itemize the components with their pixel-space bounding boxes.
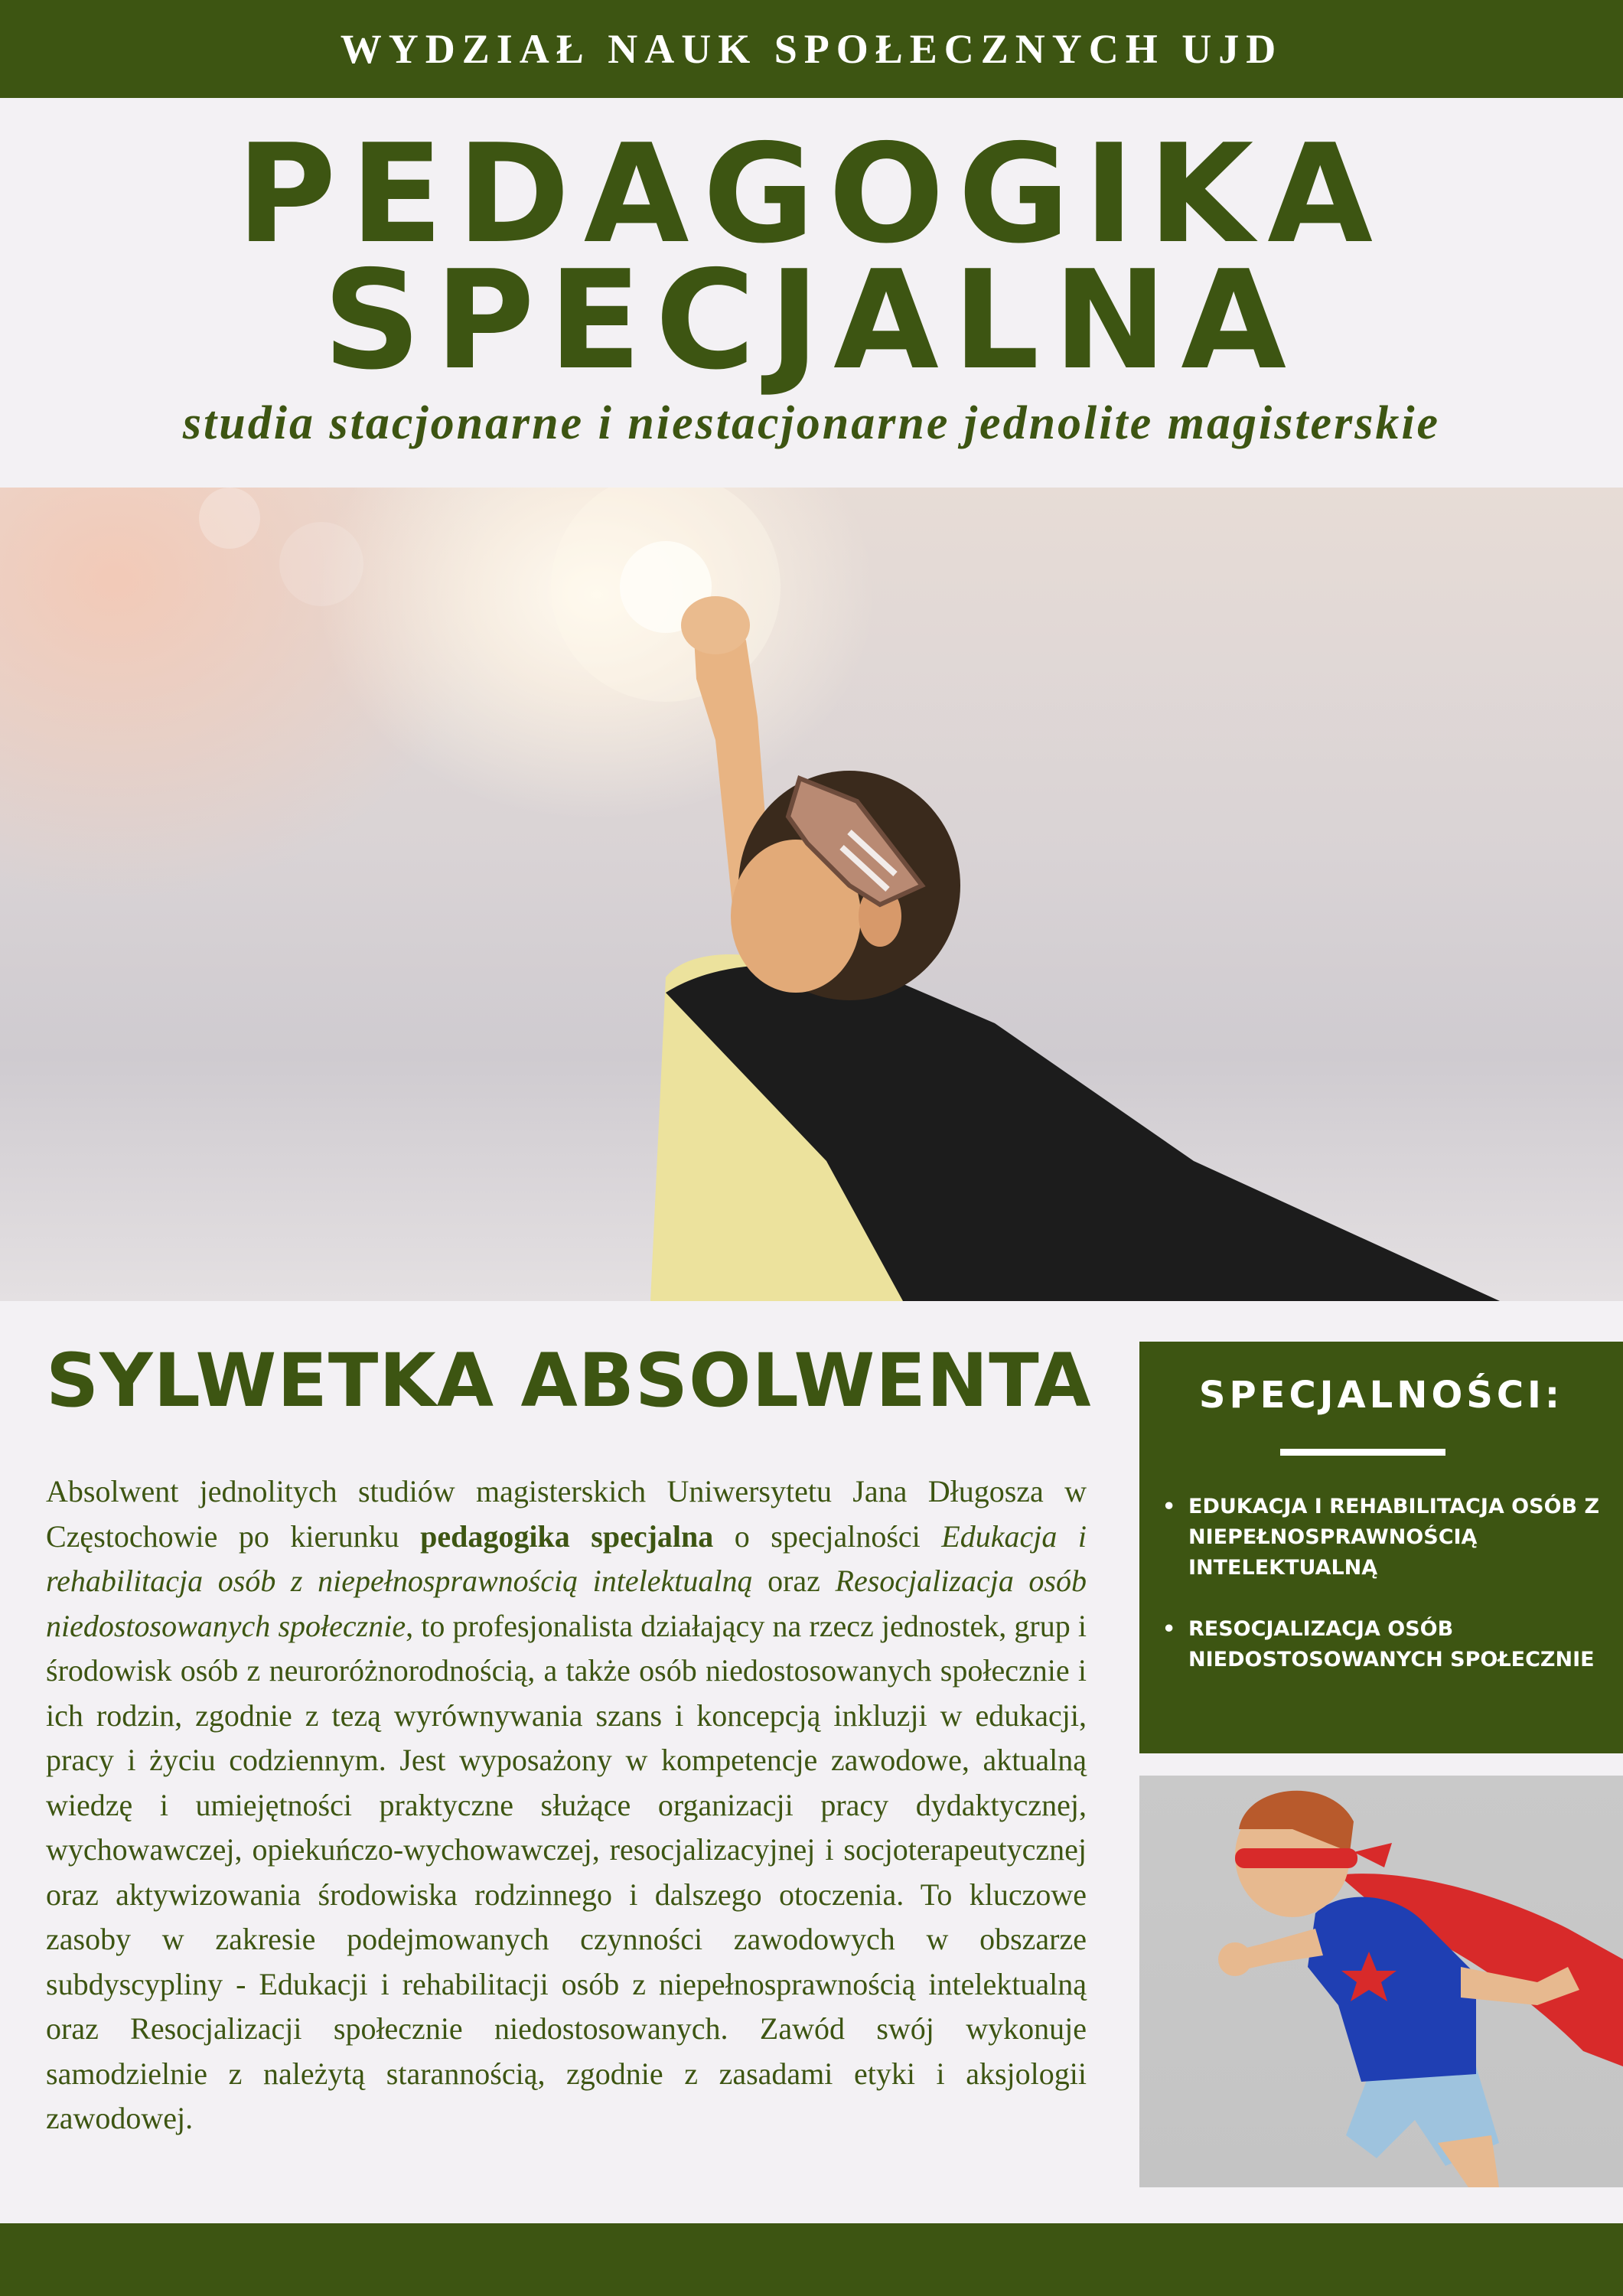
specializations-heading: SPECJALNOŚCI: <box>1198 1374 1564 1417</box>
body-text-part-2: o specjalności <box>713 1518 942 1554</box>
specialization-label: EDUKACJA I REHABILITACJA OSÓB Z NIEPEŁNOSPRAWNOŚCIĄ INTELEKTUALNĄ <box>1188 1495 1600 1580</box>
header-bar <box>0 0 1623 98</box>
body-text-part-1: Absolwent jednolitych studiów magisterskich Uniwersytetu Jana Długosza w Częstochowie po kierunku <box>46 1474 1087 1554</box>
specializations-divider <box>1280 1449 1445 1456</box>
footer-bar <box>0 2223 1623 2296</box>
list-item <box>1155 1492 1606 1583</box>
page-title-line-1: PEDAGOGIKA <box>236 115 1387 273</box>
body-text-bold-field: pedagogika specjalna <box>420 1518 714 1554</box>
hero-photo-boy-superhero <box>0 488 1623 1301</box>
bullet-icon: • <box>1162 1495 1176 1518</box>
photo-boy-red-cape <box>1139 1776 1623 2187</box>
body-text-italic-specialization-2: Resocjalizacja osób niedostosowanych społecznie <box>46 1564 1087 1643</box>
page-title-line-2: SPECJALNA <box>322 241 1301 400</box>
body-text-italic-specialization-1: Edukacja i rehabilitacja osób z niepełnosprawnością intelektualną <box>46 1518 1087 1598</box>
bullet-icon: • <box>1162 1617 1176 1641</box>
hero-illustration <box>0 488 1623 1301</box>
specializations-box <box>1139 1342 1623 1753</box>
body-text-part-4: , to profesjonalista działający na rzecz jednostek, grup i środowisk osób z neuroróżnorodnością, a także osób niedostosowanych społecznie i ich rodzin, zgodnie z tezą wyrównywania szans i koncepcją inkluzji w edukacji, pracy i życiu codziennym. Jest wyposażony w kompetencje zawodowe, aktualną wiedzę i umiejętności praktyczne służące organizacji pracy dydaktycznej, wychowawczej, opiekuńczo-wychowawczej, resocjalizacyjnej i socjoterapeutycznej oraz aktywizowania środowiska rodzinnego i dalszego otoczenia. To kluczowe zasoby w zakresie podejmowanych czynności zawodowych w obszarze subdyscypliny - Edukacji i rehabilitacji osób z niepełnosprawnością intelektualną oraz Resocjalizacji społecznie niedostosowanych. Zawód swój wykonuje samodzielnie z należytą starannością, zgodnie z zasadami etyki i aksjologii zawodowej. <box>46 1608 1087 2135</box>
page-subtitle: studia stacjonarne i niestacjonarne jednolite magisterskie <box>182 397 1441 449</box>
faculty-name: WYDZIAŁ NAUK SPOŁECZNYCH UJD <box>340 26 1283 72</box>
specializations-list <box>1155 1492 1606 1706</box>
body-text-part-3: oraz <box>752 1564 836 1598</box>
specialization-label: RESOCJALIZACJA OSÓB NIEDOSTOSOWANYCH SPOŁECZNIE <box>1188 1617 1595 1671</box>
graduate-profile-paragraph <box>46 1469 1087 2141</box>
photo2-illustration <box>1139 1776 1623 2187</box>
list-item <box>1155 1614 1606 1675</box>
section-heading: SYLWETKA ABSOLWENTA <box>46 1338 1092 1424</box>
